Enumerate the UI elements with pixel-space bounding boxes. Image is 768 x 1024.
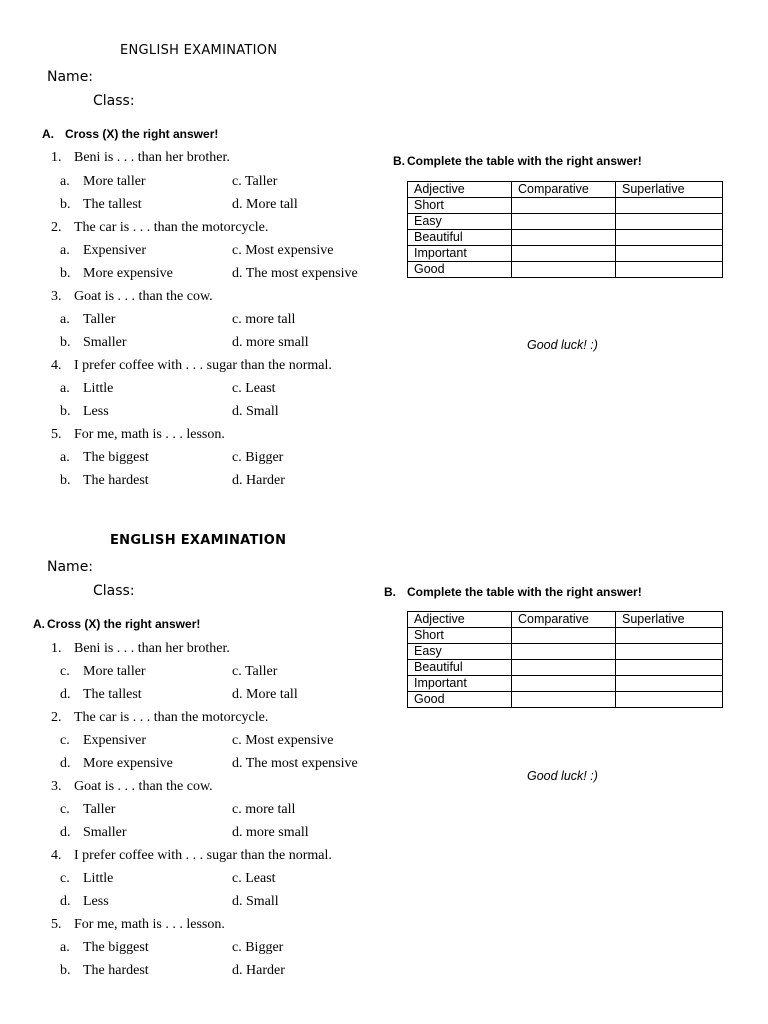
section-a-text: Cross (X) the right answer! <box>47 617 201 631</box>
option-letter: c. <box>60 733 70 748</box>
option-row <box>60 894 279 910</box>
table-row <box>408 246 723 262</box>
option-right: d. More tall <box>232 197 298 212</box>
option-right: d. Harder <box>232 473 285 488</box>
option-right: d. Harder <box>232 963 285 978</box>
option-right: c. Most expensive <box>232 243 334 258</box>
question-number: 4. <box>51 848 62 863</box>
question-text: For me, math is . . . lesson. <box>74 917 225 932</box>
exam-title: ENGLISH EXAMINATION <box>110 533 287 548</box>
option-row <box>60 473 285 489</box>
option-right: c. Bigger <box>232 940 284 955</box>
option-left: Taller <box>83 312 116 327</box>
question-5 <box>51 917 225 933</box>
comparative-answer-cell[interactable] <box>512 230 616 246</box>
superlative-answer-cell[interactable] <box>616 214 723 230</box>
question-number: 5. <box>51 427 62 442</box>
option-row <box>60 174 277 190</box>
option-left: More expensive <box>83 756 173 771</box>
table-header-cell: Comparative <box>512 182 616 198</box>
option-right: d. The most expensive <box>232 266 358 281</box>
question-4 <box>51 358 332 374</box>
option-right: c. Taller <box>232 664 278 679</box>
table-row <box>408 660 723 676</box>
superlative-answer-cell[interactable] <box>616 644 723 660</box>
class-label: Class: <box>93 583 135 599</box>
adjective-cell: Important <box>408 676 512 692</box>
option-left: Expensiver <box>83 733 146 748</box>
table-row <box>408 692 723 708</box>
question-text: The car is . . . than the motorcycle. <box>74 710 269 725</box>
option-right: c. Least <box>232 871 276 886</box>
option-letter: a. <box>60 312 70 327</box>
comparative-answer-cell[interactable] <box>512 628 616 644</box>
option-left: The hardest <box>83 473 149 488</box>
option-row <box>60 197 298 213</box>
comparison-table <box>407 181 723 278</box>
superlative-answer-cell[interactable] <box>616 198 723 214</box>
section-b-letter: B. <box>384 585 396 599</box>
question-number: 2. <box>51 220 62 235</box>
option-letter: b. <box>60 266 71 281</box>
option-letter: a. <box>60 450 70 465</box>
name-label: Name: <box>47 559 94 575</box>
option-letter: c. <box>60 664 70 679</box>
option-right: c. more tall <box>232 312 296 327</box>
option-right: d. more small <box>232 825 309 840</box>
superlative-answer-cell[interactable] <box>616 262 723 278</box>
option-right: d. The most expensive <box>232 756 358 771</box>
superlative-answer-cell[interactable] <box>616 692 723 708</box>
question-3 <box>51 289 213 305</box>
option-right: c. Least <box>232 381 276 396</box>
comparative-answer-cell[interactable] <box>512 262 616 278</box>
table-row <box>408 198 723 214</box>
comparative-answer-cell[interactable] <box>512 692 616 708</box>
option-left: Less <box>83 894 109 909</box>
comparative-answer-cell[interactable] <box>512 644 616 660</box>
option-row <box>60 825 309 841</box>
option-left: The biggest <box>83 940 149 955</box>
option-letter: a. <box>60 243 70 258</box>
option-row <box>60 450 283 466</box>
section-a-heading <box>33 617 200 631</box>
option-left: More taller <box>83 174 146 189</box>
option-letter: b. <box>60 404 71 419</box>
option-left: Little <box>83 381 114 396</box>
question-number: 4. <box>51 358 62 373</box>
option-left: The hardest <box>83 963 149 978</box>
table-row <box>408 628 723 644</box>
option-left: Little <box>83 871 114 886</box>
option-letter: c. <box>60 802 70 817</box>
option-left: Expensiver <box>83 243 146 258</box>
adjective-cell: Short <box>408 628 512 644</box>
table-row <box>408 214 723 230</box>
option-letter: d. <box>60 687 71 702</box>
comparative-answer-cell[interactable] <box>512 660 616 676</box>
superlative-answer-cell[interactable] <box>616 676 723 692</box>
name-label: Name: <box>47 69 94 85</box>
good-luck-note: Good luck! :) <box>527 769 598 783</box>
option-left: More taller <box>83 664 146 679</box>
option-left: Smaller <box>83 335 127 350</box>
option-letter: b. <box>60 473 71 488</box>
option-left: Less <box>83 404 109 419</box>
superlative-answer-cell[interactable] <box>616 246 723 262</box>
option-letter: a. <box>60 940 70 955</box>
table-header-cell: Adjective <box>408 182 512 198</box>
question-text: Beni is . . . than her brother. <box>74 641 230 656</box>
option-right: d. Small <box>232 404 279 419</box>
option-row <box>60 963 285 979</box>
table-row <box>408 230 723 246</box>
option-row <box>60 687 298 703</box>
option-letter: c. <box>60 871 70 886</box>
question-5 <box>51 427 225 443</box>
adjective-cell: Important <box>408 246 512 262</box>
option-letter: d. <box>60 825 71 840</box>
section-b-letter: B. <box>393 154 405 168</box>
question-3 <box>51 779 213 795</box>
option-right: d. more small <box>232 335 309 350</box>
option-row <box>60 664 277 680</box>
option-left: The tallest <box>83 197 142 212</box>
option-row <box>60 404 279 420</box>
table-header-cell: Adjective <box>408 612 512 628</box>
option-letter: a. <box>60 174 70 189</box>
good-luck-note: Good luck! :) <box>527 338 598 352</box>
option-letter: b. <box>60 197 71 212</box>
option-row <box>60 335 309 351</box>
question-number: 1. <box>51 641 62 656</box>
comparative-answer-cell[interactable] <box>512 198 616 214</box>
option-letter: d. <box>60 894 71 909</box>
table-row <box>408 262 723 278</box>
question-4 <box>51 848 332 864</box>
option-right: c. Bigger <box>232 450 284 465</box>
table-header-row <box>408 182 723 198</box>
question-2 <box>51 220 268 236</box>
option-row <box>60 312 295 328</box>
option-right: d. Small <box>232 894 279 909</box>
option-letter: a. <box>60 381 70 396</box>
question-1 <box>51 150 230 166</box>
option-right: d. More tall <box>232 687 298 702</box>
section-a-text: Cross (X) the right answer! <box>65 127 219 141</box>
option-row <box>60 871 276 887</box>
option-row <box>60 733 333 749</box>
section-b-text: Complete the table with the right answer! <box>407 585 642 599</box>
option-right: c. Most expensive <box>232 733 334 748</box>
section-b-text: Complete the table with the right answer! <box>407 154 642 168</box>
option-left: Taller <box>83 802 116 817</box>
superlative-answer-cell[interactable] <box>616 230 723 246</box>
question-number: 5. <box>51 917 62 932</box>
comparison-table <box>407 611 723 708</box>
question-text: The car is . . . than the motorcycle. <box>74 220 269 235</box>
question-1 <box>51 641 230 657</box>
table-header-row <box>408 612 723 628</box>
option-letter: b. <box>60 963 71 978</box>
section-a-heading <box>42 127 218 141</box>
table-header-cell: Superlative <box>616 612 723 628</box>
section-b-heading <box>384 585 642 599</box>
exam-title: ENGLISH EXAMINATION <box>120 43 278 58</box>
section-a-letter: A. <box>33 617 45 631</box>
question-text: Beni is . . . than her brother. <box>74 150 230 165</box>
question-text: Goat is . . . than the cow. <box>74 289 213 304</box>
adjective-cell: Good <box>408 262 512 278</box>
option-left: More expensive <box>83 266 173 281</box>
option-left: Smaller <box>83 825 127 840</box>
option-left: The biggest <box>83 450 149 465</box>
comparative-answer-cell[interactable] <box>512 246 616 262</box>
question-number: 3. <box>51 289 62 304</box>
adjective-cell: Short <box>408 198 512 214</box>
option-right: c. Taller <box>232 174 278 189</box>
question-number: 2. <box>51 710 62 725</box>
option-letter: d. <box>60 756 71 771</box>
option-row <box>60 381 276 397</box>
question-text: For me, math is . . . lesson. <box>74 427 225 442</box>
option-right: c. more tall <box>232 802 296 817</box>
question-2 <box>51 710 268 726</box>
table-header-cell: Superlative <box>616 182 723 198</box>
superlative-answer-cell[interactable] <box>616 628 723 644</box>
section-b-heading <box>393 154 642 168</box>
option-row <box>60 802 295 818</box>
superlative-answer-cell[interactable] <box>616 660 723 676</box>
question-text: I prefer coffee with . . . sugar than the normal. <box>74 358 332 373</box>
table-header-cell: Comparative <box>512 612 616 628</box>
comparative-answer-cell[interactable] <box>512 676 616 692</box>
option-row <box>60 266 358 282</box>
adjective-cell: Beautiful <box>408 660 512 676</box>
question-text: Goat is . . . than the cow. <box>74 779 213 794</box>
adjective-cell: Easy <box>408 214 512 230</box>
table-row <box>408 644 723 660</box>
question-number: 1. <box>51 150 62 165</box>
adjective-cell: Easy <box>408 644 512 660</box>
class-label: Class: <box>93 93 135 109</box>
option-letter: b. <box>60 335 71 350</box>
question-text: I prefer coffee with . . . sugar than the normal. <box>74 848 332 863</box>
option-row <box>60 756 358 772</box>
option-row <box>60 940 283 956</box>
adjective-cell: Beautiful <box>408 230 512 246</box>
adjective-cell: Good <box>408 692 512 708</box>
option-row <box>60 243 333 259</box>
table-row <box>408 676 723 692</box>
section-a-letter: A. <box>42 127 54 141</box>
question-number: 3. <box>51 779 62 794</box>
option-left: The tallest <box>83 687 142 702</box>
comparative-answer-cell[interactable] <box>512 214 616 230</box>
